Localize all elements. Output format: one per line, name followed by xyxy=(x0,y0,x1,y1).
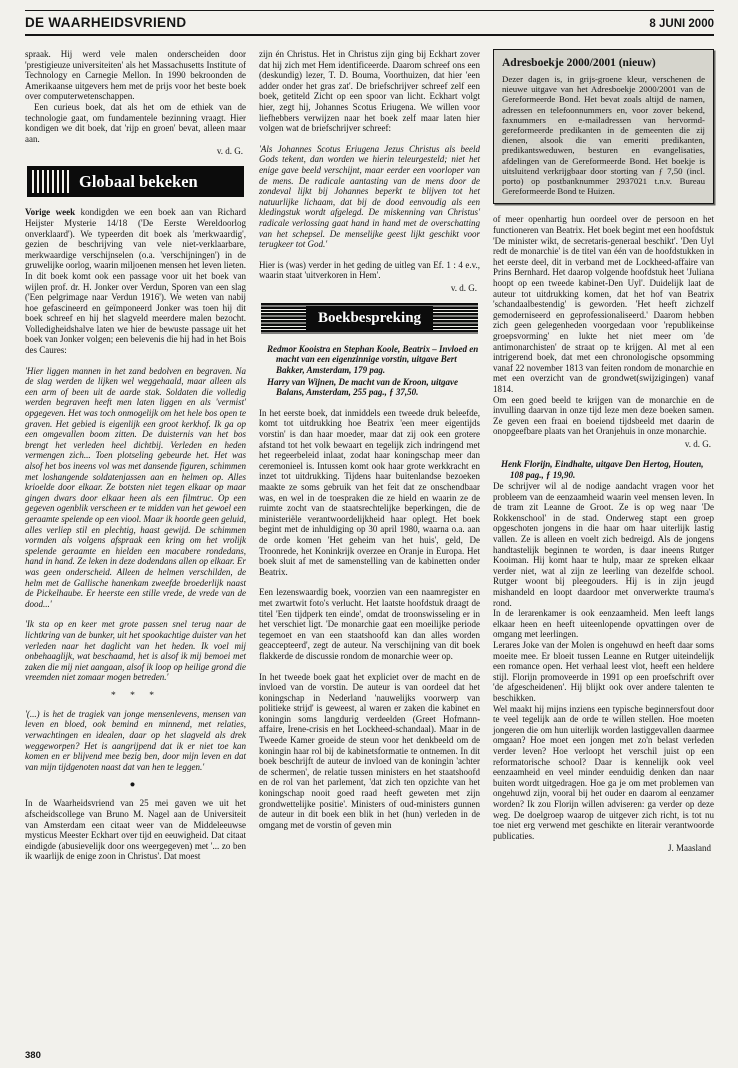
page-number: 380 xyxy=(25,1050,41,1061)
paragraph: zijn én Christus. Het in Christus zijn ging bij Eckhart zover dat hij zich met Hem identificeerde. Daarom schreef ons een (deskundig) lezer, T. D. Bouma, Voorthuizen, dat hier 'een adder onder het gras zat'. De briefschrijver schreef zelf een boek, getiteld Zicht op een spoor van licht. Eckhart volgt hier, zegt hij, Johannes Scotus Eriugena. We willen voor liefhebbers verwijzen naar het boek zelf maar laten hier volgen wat de briefschrijver schreef: xyxy=(259,49,480,134)
section-banner-globaal xyxy=(27,166,244,197)
book-reference: Henk Florijn, Eindhalte, uitgave Den Hertog, Houten, 108 pag., ƒ 19,90. xyxy=(501,458,704,480)
separator-stars: * * * xyxy=(111,690,160,701)
paragraph: In het eerste boek, dat inmiddels een tweede druk beleefde, komt tot uitdrukking hoe Beatrix 'een meer eigentijds vorstin' is dan haar moeder, maar dat zij ook een grotere afstand tot het volk bewaart en tegelijk zich indringend met het regeerbeleid inlaat, zodat haar koningschap meer dan ceremonieel is. Intussen komt ook haar grote werkkracht en inzet tot uitdrukking. Tijdens haar buitenlandse bezoeken maakte ze soms gebruik van het feit dat ze onschendbaar was, en wel in de toespraken die ze hield en waarin ze de ruimte zocht van de staatsrechtelijke beperkingen, die de ministeriële verantwoordelijkheid haar oplegt. Het boek begint met de inhuldiging op 30 april 1980, waarna o.a. aan de orde komen 'Het geheim van het huis', geld, De Troonrede, het Koninkrijk overzee en Oranje in Europa. Het boek sluit af met de samenstelling van de kabinetten onder Beatrix. xyxy=(259,407,480,577)
quote-paragraph: 'Als Johannes Scotus Eriugena Jezus Christus als beeld Gods tekent, dan worden we hierin teleurgesteld; niet het enige gave beeld verschijnt, maar eerder een voorloper van de mens. De radicale aantasting van de mens door de zondeval lijkt bij Johannes beperkt te blijven tot het natuurlijke lichaam, dat bij de dood eenvoudig als een kledingstuk wordt afgelegd. De miskenning van Christus' radicale verlossing gaat hand in hand met de overschatting van het schepsel. De menselijke geest lijkt geschikt voor terugkeer tot God.' xyxy=(259,143,480,250)
column-right xyxy=(493,49,714,862)
author-initials: v. d. G. xyxy=(450,282,477,293)
book-reference: Harry van Wijnen, De macht van de Kroon, uitgave Balans, Amsterdam, 255 pag., ƒ 37,50. xyxy=(267,376,459,398)
section-banner-boek xyxy=(261,303,478,334)
paragraph: De schrijver wil al de nodige aandacht vragen voor het probleem van de eenzaamheid waarin veel mensen leven. In de tram zit Leanne de Groot. Ze is op weg naar 'De Rokkenschool' in de stad. Onderweg stapt een groep opgeschoten jongens in die haar om haar uiterlijk lastig vallen. Ze is alleen en voelt zich bedreigd. Als de jongens handtastelijk beginnen te worden, is daar ineens Rutger Kooiman. Hij komt haar te hulp, maar ze spreken elkaar verder niet, wat al zijn ze leerling van dezelfde school. Rutger woont bij pleegouders. Hij is in zijn jeugd mishandeld en loopt daardoor met onverwerkte trauma's rond. xyxy=(493,481,714,608)
paragraph: In het tweede boek gaat het expliciet over de macht en de invloed van de vorstin. De auteur is van oordeel dat het koningschap in Nederland 'nauwelijks voorwerp van politieke strijd' is geweest, al waren er zaken die kabinet en koningin soms langdurig verdeelden (Greet Hofmann-affaire, Irene-crisis en het Lockheed-schandaal). Maar in de Tweede Kamer groeide de steun voor het denkbeeld om de koningin haar rol bij de kabinetsformatie te ontnemen. In dit boek beschrijft de auteur de invloed van de koningin 'achter de schermen', de relatie tussen ministers en het staatshoofd en de rol van het parlement, 'dat zich ten opzichte van het koningschap nooit goed raad heeft geweten met zijn grondwettelijke positie'. Ministers of oud-ministers gunnen de auteur in dit boek een blik in het (hun) verleden in de omgang met de vorstin of geven min xyxy=(259,671,480,830)
adresboekje-paragraph: Dezer dagen is, in grijs-groene kleur, verschenen de nieuwe uitgave van het Adresboekje 2000/2001 van de Gereformeerde Bond. Het bevat zoals altijd de namen, adressen en telefoonnummers en, voor zover bekend, faxnummers en e-mailadressen van hervormd-gereformeerde predikanten in de gemeenten die zij dienen, alsook die van emeriti predikanten, predikantsweduwen, besturen en evangelisaties, afdelingen van de Gereformeerde Bond. Het boekje is uitsluitend verkrijgbaar door storting van ƒ 7,50 (incl. porto) op postbanknummer 2937021 t.n.v. Bureau Gereformeerde Bond te Huizen. xyxy=(502,74,705,197)
article-columns xyxy=(25,49,714,862)
book-reference: Redmor Kooistra en Stephan Koole, Beatrix – Invloed en macht van een eigenzinnige vorstin, uitgave Bert Bakker, Amsterdam, 179 pag. xyxy=(267,343,479,376)
paragraph: In de lerarenkamer is ook eenzaamheid. Men leeft langs elkaar heen en heeft uiteenlopende opvattingen over de omgang met leerlingen. xyxy=(493,608,714,640)
masthead xyxy=(25,11,714,34)
quote-paragraph: 'Hier liggen mannen in het zand bedolven en begraven. Na de slag werden de lijken wel weggehaald, maar alleen als een arm of been uit de aarde stak. Soldaten die volledig werden begraven heeft men laten liggen en als 'vermist' opgegeven. Het was toch onmogelijk om het hele bos open te graven. Het gebied is eigenlijk een groot kerkhof. Ik ga op een omgevallen boom zitten. De duisternis van het bos brengt het verleden heel dichtbij. Verleden en heden vermengen zich... Toen plotseling gebeurde het. Het was alsof het bos ineens vol was met dansende figuren, schimmen met loshangende soldatenjassen aan en helmen op. Alles krioelde door elkaar. Ze botsten niet tegen elkaar op maar gingen dwars door elkaar heen als een filmtruc. Op een gegeven ogenblik verscheen er te midden van het gewoel een geraamte spelende op een viool. Maar ik hoorde geen geluid, alles verliep stil en plechtig, haast gewijd. De schimmen vormden als volgens afspraak een kring om het vrolijk spelende geraamte en hielden een macabere rondedans, hand in hand. Ze leken in deze dodendans allen op elkaar. Er was geen onderscheid. Alleen de helmen verschilden, de helm met de Gallische hanenkam zweefde broederlijk naast de Pickelhaube. Er heerste een stille vrede, de vrede van de dood...' xyxy=(25,365,246,609)
section-banner-label: Globaal bekeken xyxy=(79,171,198,191)
section-banner-label: Boekbespreking xyxy=(306,306,433,331)
quote-paragraph: '(...) is het de tragiek van jonge mensenlevens, mensen van leven en bloed, ook bemind en minnend, met relaties, verwachtingen en idealen, daar op het slagveld als drek weggeworpen? Het is aangrijpend dat ik er niet toe kan komen en er blijvend mee bezig ben, door mijn leven en dat van mijn tijdgenoten naast dat van hen te leggen.' xyxy=(25,708,246,772)
masthead-date: 8 JUNI 2000 xyxy=(649,18,714,30)
paragraph: spraak. Hij werd vele malen onderscheiden door 'prestigieuze universiteiten' als het Massachusetts Institute of Technology en Carnegie Mellon. In 1990 bekroonden de Amerikaanse uitgevers hem met de prijs voor het beste boek over computerwetenschappen. xyxy=(25,49,246,102)
paragraph: Hier is (was) verder in het geding de uitleg van Ef. 1 : 4 e.v., waarin staat 'uitverkoren in Hem'. xyxy=(259,259,480,281)
paragraph: Een curieus boek, dat als het om de ethiek van de technologie gaat, om fundamentele bezinning vraagt. Hier kondigen we dit boek, dat 'rijp en groen' bevat, alleen maar aan. xyxy=(25,101,246,144)
paragraph: Wel maakt hij mijns inziens een typische beginnersfout door te veel tegelijk aan de orde te willen stellen. Hoe moeten jongeren die om hun uiterlijk worden lastiggevallen daarmee omgaan? Hoe moet een jongen met zo'n belast verleden verder leven? Hoe verloopt het verschil juist op een reformatorische school? Daar is kennelijk ook veel eenzaamheid en veel minder eenduidig denken dan naar buiten wordt uitgedragen. Hoe ga je om met problemen van ongehuwd zijn, vooral bij het ouder en daarom al eenzamer worden? Ik zou Florijn willen adviseren: ga verder op deze weg. De doelgroep waarop de uitgever zich richt, is tot nu toe niet erg verwend met geschikte en literair verantwoorde publicaties. xyxy=(493,703,714,841)
author-initials: J. Maasland xyxy=(668,843,711,854)
separator-dot: ● xyxy=(129,780,142,791)
masthead-bottom-rule xyxy=(25,34,714,36)
column-middle xyxy=(259,49,480,862)
paragraph: Lerares Joke van der Molen is ongehuwd en heeft daar soms moeite mee. Er bloeit tussen Leanne en Rutger uiteindelijk een romance open. Het verhaal leest vlot, heeft een heldere stijl. Florijn promoveerde in 1991 op een proefschrift over 'de afgescheidenen'. Hij blijkt ook over andere talenten te beschikken. xyxy=(493,640,714,703)
author-initials: v. d. G. xyxy=(216,146,243,157)
paragraph: of meer openhartig hun oordeel over de persoon en het functioneren van Beatrix. Het boek begint met een hoofdstuk 'De minister wikt, de secretaris-generaal beschikt'. 'Den Uyl redt de monarchie' is de titel van één van de hoofdstukken in het eerste deel, dit in verband met de Lockheed-affaire van Prins Bernhard. Het daarop volgende hoofdstuk heet 'Juliana hoopt op een tweede kabinet-Den Uyl'. Duidelijk laat de auteur tot uitdrukking komen, dat het hof van Beatrix 'schandaalbestendig' is geworden. 'Het heeft zichzelf gemoderniseerd en geprofessionaliseerd.' Daarom hebben zich geen gelegenheden voorgedaan voor 'republikeinse groepsvorming' en lukte het niet meer om 'de antimonarchisten' de straat op te krijgen. Al met al een intrigerend boek, dat met een chronologische opsomming vanaf 22 november 1813 van feiten rondom de monarchie en met een overzicht van de grondwet(swijzigingen) vanaf 1814. xyxy=(493,214,714,394)
paragraph: Een lezenswaardig boek, voorzien van een naamregister en met zwartwit foto's verlucht. Het laatste hoofdstuk draagt de titel 'Een tijdperk ten einde', omdat de troonswisseling er in het verschiet ligt. 'De monarchie gaat een moeilijke periode tegemoet en van een staatshoofd kan dan alles worden geaccepteerd', zegt de auteur. Na verschijning van dit boek flakkerde de discussie rondom de monarchie weer op. xyxy=(259,587,480,661)
paragraph: In de Waarheidsvriend van 25 mei gaven we uit het afscheidscollege van Bruno M. Nagel aan de Universiteit van Amsterdam een citaat weer van de Middeleeuwse mysticus Meester Eckhart over tijd en eeuwigheid. Dat citaat eindigde (abusievelijk door ons weergegeven) met '... zo ben ik waarlijk de enige zoon in Christus'. Dat moest xyxy=(25,798,246,862)
quote-paragraph: 'Ik sta op en keer met grote passen snel terug naar de lichtkring van de bunker, uit het spookachtige duister van het verleden naar het daglicht van het heden. Ik voel mij onbehaaglijk, wat beschaamd, het is alsof ik mij bemoei met zaken die mij niet aangaan, alsof ik loop op heilige grond die vreemden niet zomaar mogen betreden.' xyxy=(25,619,246,683)
paragraph: Om een goed beeld te krijgen van de monarchie en de invulling daarvan in onze tijd leze men deze boeken samen. Ze geven een fraai en boeiend tijdsbeeld met daarin de onopgeefbare plaats van het Oranjehuis in onze monarchie. xyxy=(493,394,714,437)
column-left xyxy=(25,49,246,862)
author-initials: v. d. G. xyxy=(684,438,711,449)
paragraph: Vorige week kondigden we een boek aan van Richard Heijster Mysterie 14/18 ('De Eerste Wereldoorlog onverklaard'). We typeerden dit boek als 'merkwaardig', gezien de beschrijving van vele niet-verklaarbare, merkwaardige verschijnselen (o.a. 'verschijningen') in de gruwelijke oorlog, waarin miljoenen mensen het leven lieten. In dit boek komt ook een passage voor uit het boek van wijlen prof. dr. H. Jonker over Verdun, Sporen van een slag ('Een pelgrimage naar Verdun 1916'). We weten van nabij hoe gefascineerd en geïmponeerd Jonker was toen hij dit boek schreef en hij het slagveld meerdere malen bezocht. Volledigheidshalve laten we hier de bewuste passage uit het boek van Jonker volgen; een belevenis die hij had in het Bois des Caures: xyxy=(25,207,246,356)
masthead-title: DE WAARHEIDSVRIEND xyxy=(25,15,187,30)
adresboekje-title: Adresboekje 2000/2001 (nieuw) xyxy=(502,57,656,69)
adresboekje-box xyxy=(493,49,714,204)
paragraph-lead: Vorige week xyxy=(25,207,81,218)
